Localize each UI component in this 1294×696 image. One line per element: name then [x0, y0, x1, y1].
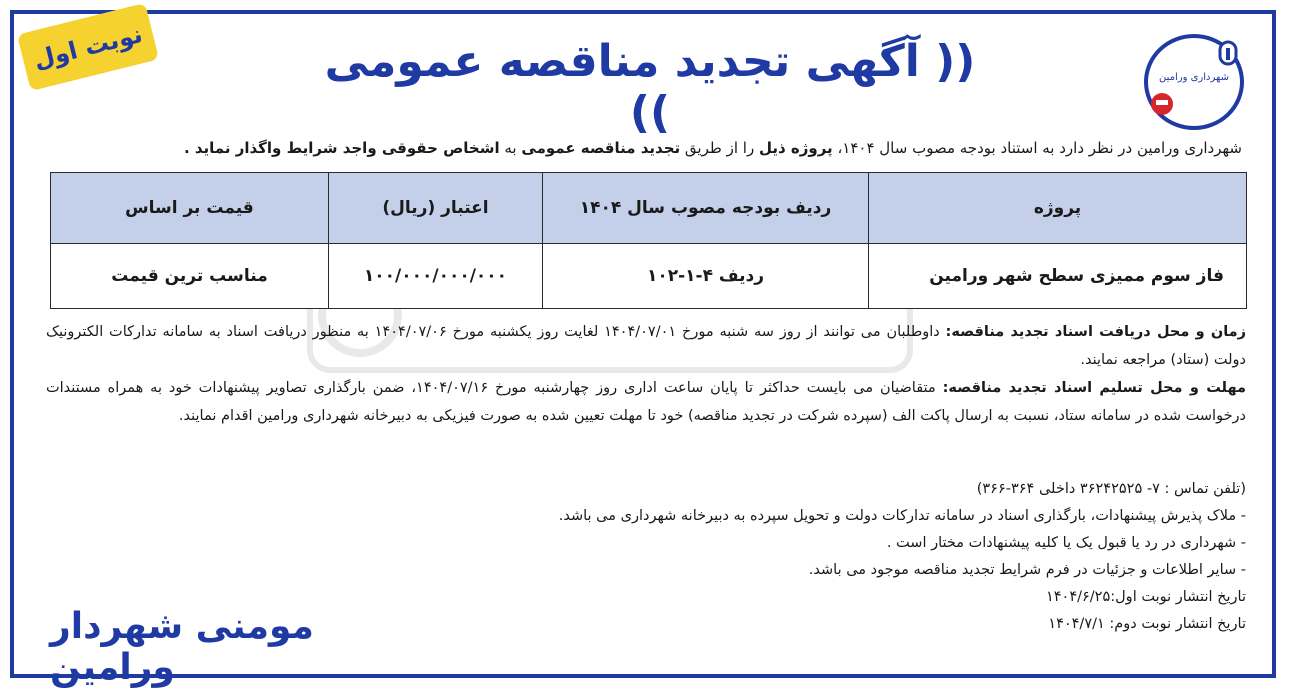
section-submit-docs — [46, 374, 1246, 430]
intro-bold-2: تجدید مناقصه عمومی — [521, 139, 681, 157]
publish-date-first: تاریخ انتشار نوبت اول:۱۴۰۴/۶/۲۵ — [1045, 589, 1246, 605]
badge-label: نوبت اول — [30, 20, 146, 74]
section2-heading: مهلت و محل تسلیم اسناد تجدید مناقصه: — [942, 380, 1247, 396]
intro-text-3: به — [499, 139, 522, 157]
section-receive-docs — [46, 318, 1246, 374]
table-header-row — [51, 173, 1247, 244]
publish-date-second: تاریخ انتشار نوبت دوم: ۱۴۰۴/۷/۱ — [1048, 616, 1246, 632]
list-item: - ملاک پذیرش پیشنهادات، بارگذاری اسناد در سامانه تدارکات دولت و تحویل سپرده به دبیرخانه شهرداری می باشد. — [558, 508, 1246, 524]
list-item: - سایر اطلاعات و جزئیات در فرم شرایط تجدید مناقصه موجود می باشد. — [808, 562, 1246, 578]
header-credit: اعتبار (ریال) — [329, 173, 543, 244]
header-project: پروژه — [869, 173, 1247, 244]
cell-budget-row: ردیف ۴-۱-۱۰۲ — [543, 244, 869, 309]
table-row — [51, 244, 1247, 309]
phone-line: (تلفن تماس : ۷- ۳۶۲۴۲۵۲۵ داخلی ۳۶۴-۳۶۶) — [976, 481, 1246, 497]
cell-credit: ۱۰۰/۰۰۰/۰۰۰/۰۰۰ — [329, 244, 543, 309]
intro-text-1: شهرداری ورامین در نظر دارد به استناد بودجه مصوب سال ۱۴۰۴، — [832, 139, 1242, 157]
cell-project: فاز سوم ممیزی سطح شهر ورامین — [869, 244, 1247, 309]
intro-bold-3: اشخاص حقوقی واجد شرایط واگذار نماید . — [183, 139, 500, 157]
intro-text-2: را از طریق — [680, 139, 759, 157]
section1-heading: زمان و محل دریافت اسناد تجدید مناقصه: — [945, 324, 1247, 340]
notes-list — [426, 476, 1246, 638]
mayor-signature: مومنی شهردار ورامین — [50, 606, 314, 688]
section2-text: متقاضیان می بایست حداکثر تا پایان ساعت اداری روز چهارشنبه مورخ ۱۴۰۴/۰۷/۱۶، ضمن بارگذاری تصاویر پیشنهادات خود به همراه مستندات درخواست شده در سامانه ستاد، نسبت به ارسال پاکت الف (سپرده شرکت در تجدید مناقصه) خود تا مهلت تعیین شده به صورت فیزیکی به دبیرخانه شهرداری ورامین اقدام نمایند. — [46, 380, 1246, 424]
intro-paragraph — [42, 136, 1242, 160]
municipality-logo-icon — [1134, 28, 1252, 132]
tender-table — [50, 172, 1247, 309]
notice-title: (( آگهی تجدید مناقصه عمومی )) — [324, 36, 976, 138]
conditions-text — [46, 318, 1246, 430]
logo-text: شهرداری ورامین — [1159, 72, 1229, 83]
header-budget-row: ردیف بودجه مصوب سال ۱۴۰۴ — [543, 173, 869, 244]
section1-text: داوطلبان می توانند از روز سه شنبه مورخ ۱۴۰۴/۰۷/۰۱ لغایت روز یکشنبه مورخ ۱۴۰۴/۰۷/۰۶ به منظور دریافت اسناد به سامانه تدارکات الکترونیک دولت (ستاد) مراجعه نمایند. — [46, 324, 1246, 368]
cell-price-basis: مناسب ترین قیمت — [51, 244, 329, 309]
intro-bold-1: پروژه ذیل — [758, 139, 833, 157]
header-price-basis: قیمت بر اساس — [51, 173, 329, 244]
list-item: - شهرداری در رد یا قبول یک یا کلیه پیشنهادات مختار است . — [886, 535, 1246, 551]
